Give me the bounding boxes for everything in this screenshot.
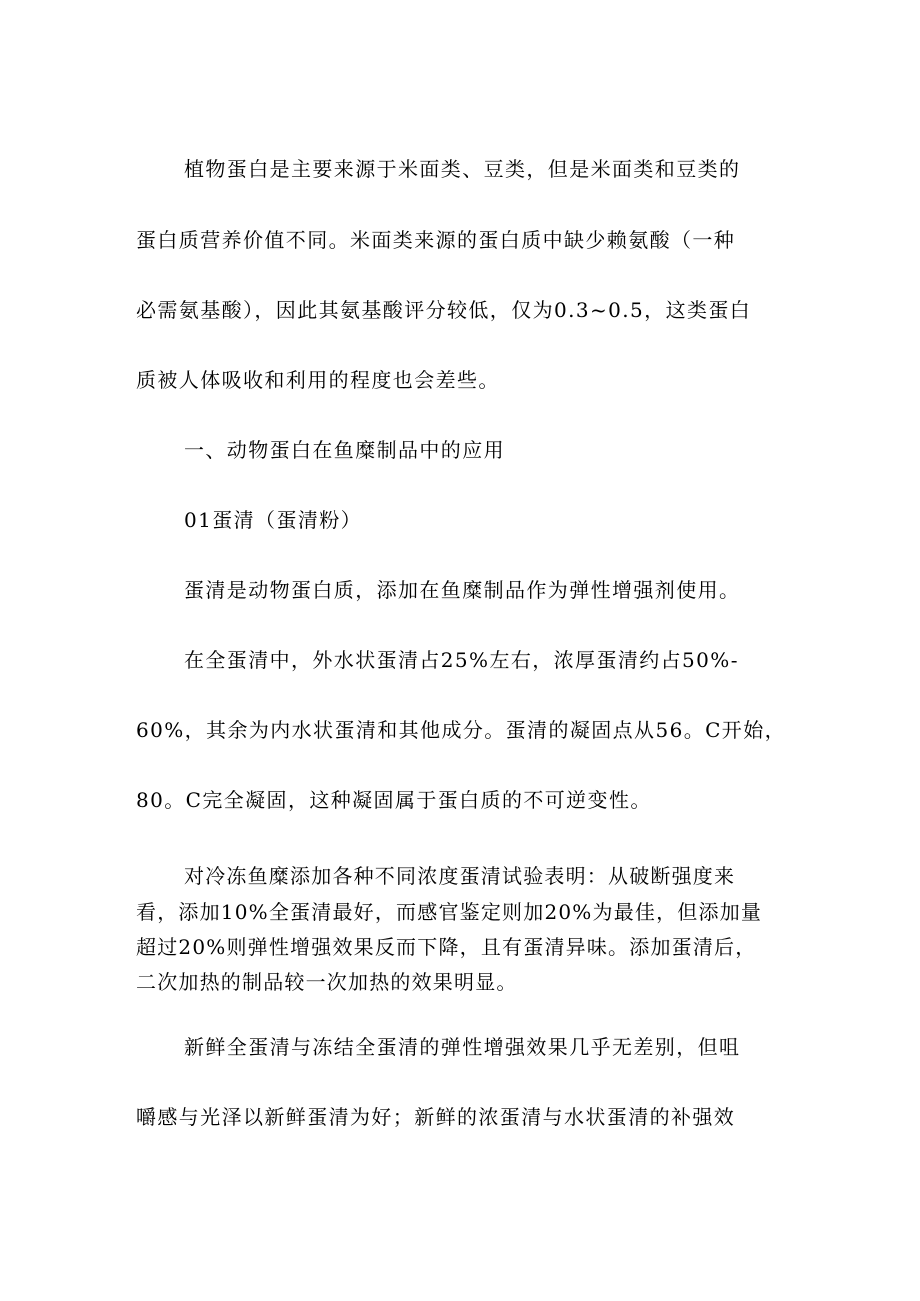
text-line: 80。C完全凝固，这种凝固属于蛋白质的不可逆变性。 — [136, 788, 652, 812]
subsection-heading: 01蛋清（蛋清粉） — [184, 508, 363, 532]
text-line: 在全蛋清中，外水状蛋清占25%左右，浓厚蛋清约占50%- — [184, 648, 739, 672]
text-line: 60%，其余为内水状蛋清和其他成分。蛋清的凝固点从56。C开始， — [136, 718, 787, 742]
text-line: 植物蛋白是主要来源于米面类、豆类，但是米面类和豆类的 — [184, 157, 741, 181]
text-line: 二次加热的制品较一次加热的效果明显。 — [136, 970, 518, 994]
text-line: 对冷冻鱼糜添加各种不同浓度蛋清试验表明：从破断强度来 — [184, 864, 736, 888]
text-line: 嚼感与光泽以新鲜蛋清为好；新鲜的浓蛋清与水状蛋清的补强效 — [136, 1105, 736, 1129]
text-line: 新鲜全蛋清与冻结全蛋清的弹性增强效果几乎无差别，但咀 — [184, 1035, 741, 1059]
section-heading: 一、动物蛋白在鱼糜制品中的应用 — [184, 438, 505, 462]
text-line: 超过20%则弹性增强效果反而下降，且有蛋清异味。添加蛋清后， — [136, 935, 757, 959]
text-line: 看，添加10%全蛋清最好，而感官鉴定则加20%为最佳，但添加量 — [136, 900, 763, 924]
text-line: 质被人体吸收和利用的程度也会差些。 — [136, 368, 500, 392]
paragraph-egg-white: 蛋清是动物蛋白质，添加在鱼糜制品作为弹性增强剂使用。 — [184, 578, 741, 602]
text-line: 蛋白质营养价值不同。米面类来源的蛋白质中缺少赖氨酸（一种 — [136, 228, 736, 252]
text-line: 必需氨基酸），因此其氨基酸评分较低，仅为0.3~0.5，这类蛋白 — [136, 298, 752, 322]
